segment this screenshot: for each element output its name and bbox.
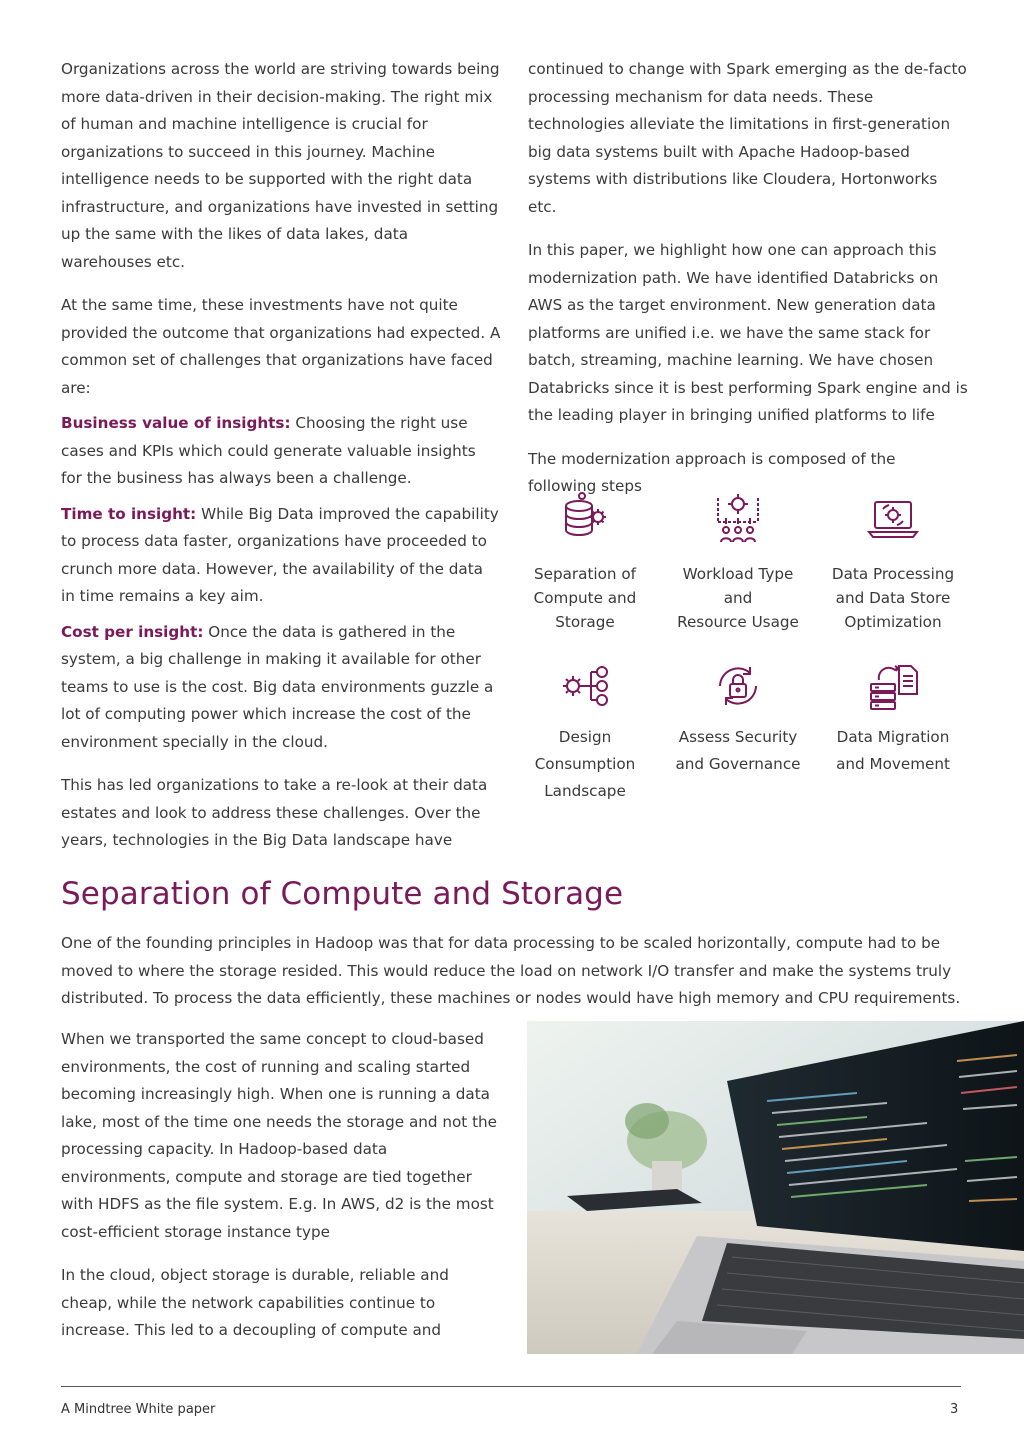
page-number: 3 xyxy=(950,1402,959,1417)
term-label: Cost per insight: xyxy=(61,622,204,641)
step-separation-compute-storage xyxy=(510,490,660,634)
paragraph: At the same time, these investments have not quite provided the outcome that organizations had expected. A common set of challenges that organizations have faced are: xyxy=(61,296,501,397)
step-label-line: and Movement xyxy=(836,755,950,773)
step-label-line: and xyxy=(723,589,753,607)
step-label xyxy=(663,724,813,778)
step-workload-type xyxy=(663,490,813,634)
step-label xyxy=(818,724,968,778)
section-heading: Separation of Compute and Storage xyxy=(61,876,624,912)
step-label-line: Consumption xyxy=(534,755,636,773)
term-text: Once the data is gathered in the system, a big challenge in making it available for other teams to use is the cost. Big data environments guzzle a lot of computing power which increase the cost of the environment specially in the cloud. xyxy=(61,622,494,751)
paragraph: In the cloud, object storage is durable, reliable and cheap, while the network capabilities continue to increase. This led to a decoupling of compute and xyxy=(61,1266,449,1339)
step-label-line: Data Processing xyxy=(831,565,955,583)
lower-left-column xyxy=(61,1026,501,1345)
step-label-line: Workload Type xyxy=(682,565,794,583)
term-text: While Big Data improved the capability to process data faster, organizations have proceeded to crunch more data. However, the availability of the data in time remains a key aim. xyxy=(61,504,499,605)
term-label: Business value of insights: xyxy=(61,414,291,432)
step-label xyxy=(510,562,660,634)
term-label: Time to insight: xyxy=(61,504,197,523)
step-label-line: Storage xyxy=(555,613,615,631)
step-data-processing xyxy=(818,490,968,634)
right-column xyxy=(528,56,968,501)
step-label-line: and Governance xyxy=(675,755,801,773)
step-design-consumption xyxy=(510,658,660,805)
footer-publication: A Mindtree White paper xyxy=(61,1402,216,1417)
paragraph: continued to change with Spark emerging as the de-facto processing mechanism for data needs. These technologies alleviate the limitations in first-generation big data systems built with Apache Hadoop-based systems with distributions like Cloudera, Hortonworks etc. xyxy=(528,60,967,216)
paragraph: The modernization approach is composed of the following steps xyxy=(528,449,896,495)
step-label-line: Data Migration xyxy=(836,728,950,746)
step-label-line: Separation of xyxy=(533,565,637,583)
paragraph: This has led organizations to take a re-look at their data estates and look to address these challenges. Over the years, technologies in the Big Data landscape have xyxy=(61,776,488,849)
paragraph: One of the founding principles in Hadoop was that for data processing to be scaled horizontally, compute had to be moved to where the storage resided. This would reduce the load on network I/O transfer and make the systems truly distributed. To process the data efficiently, these machines or nodes would have high memory and CPU requirements. xyxy=(61,934,961,1007)
paragraph: In this paper, we highlight how one can approach this modernization path. We have identified Databricks on AWS as the target environment. New generation data platforms are unified i.e. we have the same stack for batch, streaming, machine learning. We have chosen Databricks since it is best performing Spark engine and is the leading player in bringing unified platforms to life xyxy=(528,241,968,424)
gear-network-icon xyxy=(557,658,613,714)
step-label xyxy=(818,562,968,634)
term-text: Choosing the right use cases and KPIs which could generate valuable insights for the business has always been a challenge. xyxy=(61,414,476,487)
step-label xyxy=(663,562,813,634)
laptop-photo xyxy=(527,1021,1024,1354)
challenge-cost-per-insight xyxy=(61,619,501,757)
challenge-time-to-insight xyxy=(61,501,501,611)
step-label xyxy=(510,724,660,805)
step-label-line: Resource Usage xyxy=(677,613,799,631)
paragraph: Organizations across the world are striving towards being more data-driven in their decision-making. The right mix of human and machine intelligence is crucial for organizations to succeed in this journey. Machine intelligence needs to be supported with the right data infrastructure, and organizations have invested in setting up the same with the likes of data lakes, data warehouses etc. xyxy=(61,60,500,271)
step-assess-security xyxy=(663,658,813,778)
challenge-business-value xyxy=(61,410,501,493)
section-intro xyxy=(61,930,966,1013)
step-data-migration xyxy=(818,658,968,778)
left-column xyxy=(61,56,501,855)
laptop-gear-icon xyxy=(865,490,921,546)
step-label-line: Landscape xyxy=(544,782,626,800)
paragraph: When we transported the same concept to cloud-based environments, the cost of running and scaling started becoming increasingly high. When one is running a data lake, most of the time one needs the storage and not the processing capacity. In Hadoop-based data environments, compute and storage are tied together with HDFS as the file system. E.g. In AWS, d2 is the most cost-efficient storage instance type xyxy=(61,1030,498,1241)
step-label-line: Optimization xyxy=(844,613,942,631)
database-gear-icon xyxy=(557,490,613,546)
server-document-icon xyxy=(865,658,921,714)
lock-cycle-icon xyxy=(710,658,766,714)
workload-people-gear-icon xyxy=(710,490,766,546)
laptop-code-image xyxy=(527,1021,1024,1354)
step-label-line: and Data Store xyxy=(835,589,951,607)
step-label-line: Assess Security xyxy=(678,728,798,746)
step-label-line: Design xyxy=(558,728,612,746)
footer-divider xyxy=(61,1386,961,1387)
step-label-line: Compute and xyxy=(533,589,637,607)
